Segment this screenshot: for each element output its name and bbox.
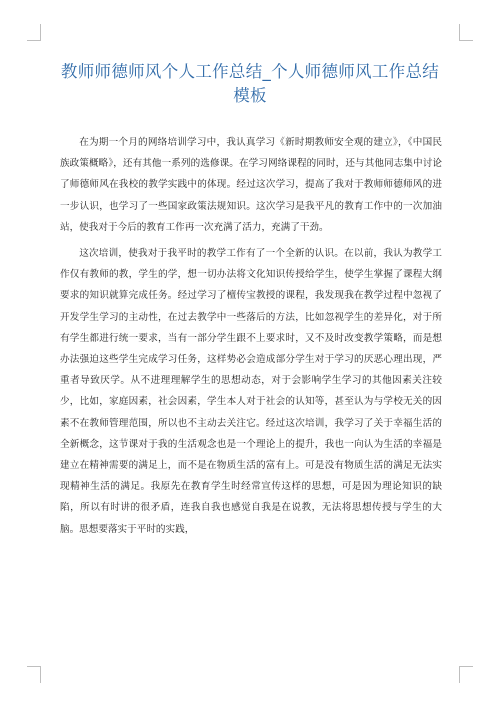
crop-mark-bottom-left: [40, 666, 41, 683]
crop-mark-top-right: [459, 24, 460, 41]
crop-mark-top-left: [27, 40, 41, 41]
document-title: 教师师德师风个人工作总结_个人师德师风工作总结 模板: [60, 62, 440, 105]
crop-mark-top-left: [40, 24, 41, 41]
document-body: [60, 132, 442, 540]
crop-mark-bottom-right: [459, 666, 460, 683]
crop-mark-bottom-left: [27, 666, 41, 667]
crop-mark-bottom-right: [459, 666, 473, 667]
crop-mark-top-right: [459, 40, 473, 41]
body-paragraph: 这次培训，使我对于我平时的教学工作有了一个全新的认识。在以前，我认为教学工作仅有教师的教，学生的学，想一切办法将文化知识传授给学生，使学生掌握了课程大纲要求的知识就算完成任务。经过学习了檀传宝教授的课程，我发现我在教学过程中忽视了开发学生学习的主动性，在过去教学中一些落后的方法，比如忽视学生的差异化，对于所有学生都进行统一要求，当有一部分学生跟不上要求时，又不及时改变教学策略，而是想办法强迫这些学生完成学习任务，这样势必会造成部分学生对于学习的厌恶心理出现，严重者导致厌学。从不进理理解学生的思想动态，对于会影响学生学习的其他因素关注较少，比如，家庭因素，社会因素，学生本人对于社会的认知等，甚至认为与学校无关的因素不在教师管理范围，所以也不主动去关注它。经过这次培训，我学习了关于幸福生活的全新概念，这节课对于我的生活观念也是一个理论上的提升，我也一向认为生活的幸福是建立在精神需要的满足上，而不是在物质生活的富有上。可是没有物质生活的满足无法实现精神生活的满足。我原先在教育学生时经常宣传这样的思想，可是因为理论知识的缺陷，所以有时讲的很矛盾，连我自我也感觉自我是在说教，无法将思想传授与学生的大脑。思想要落实于平时的实践，: [60, 248, 442, 535]
body-paragraph: 在为期一个月的网络培训学习中，我认真学习《新时期教师安全观的建立》，《中国民族政策概略》，还有其他一系列的选修课。在学习网络课程的同时，还与其他同志集中讨论了师德师风在我校的教学实践中的体现。经过这次学习，提高了我对于教师师德师风的进一步认识，也学习了一些国家政策法规知识。这次学习是我平凡的教育工作中的一次加油站，使我对于今后的教育工作再一次充满了活力，充满了干劲。: [60, 137, 442, 233]
